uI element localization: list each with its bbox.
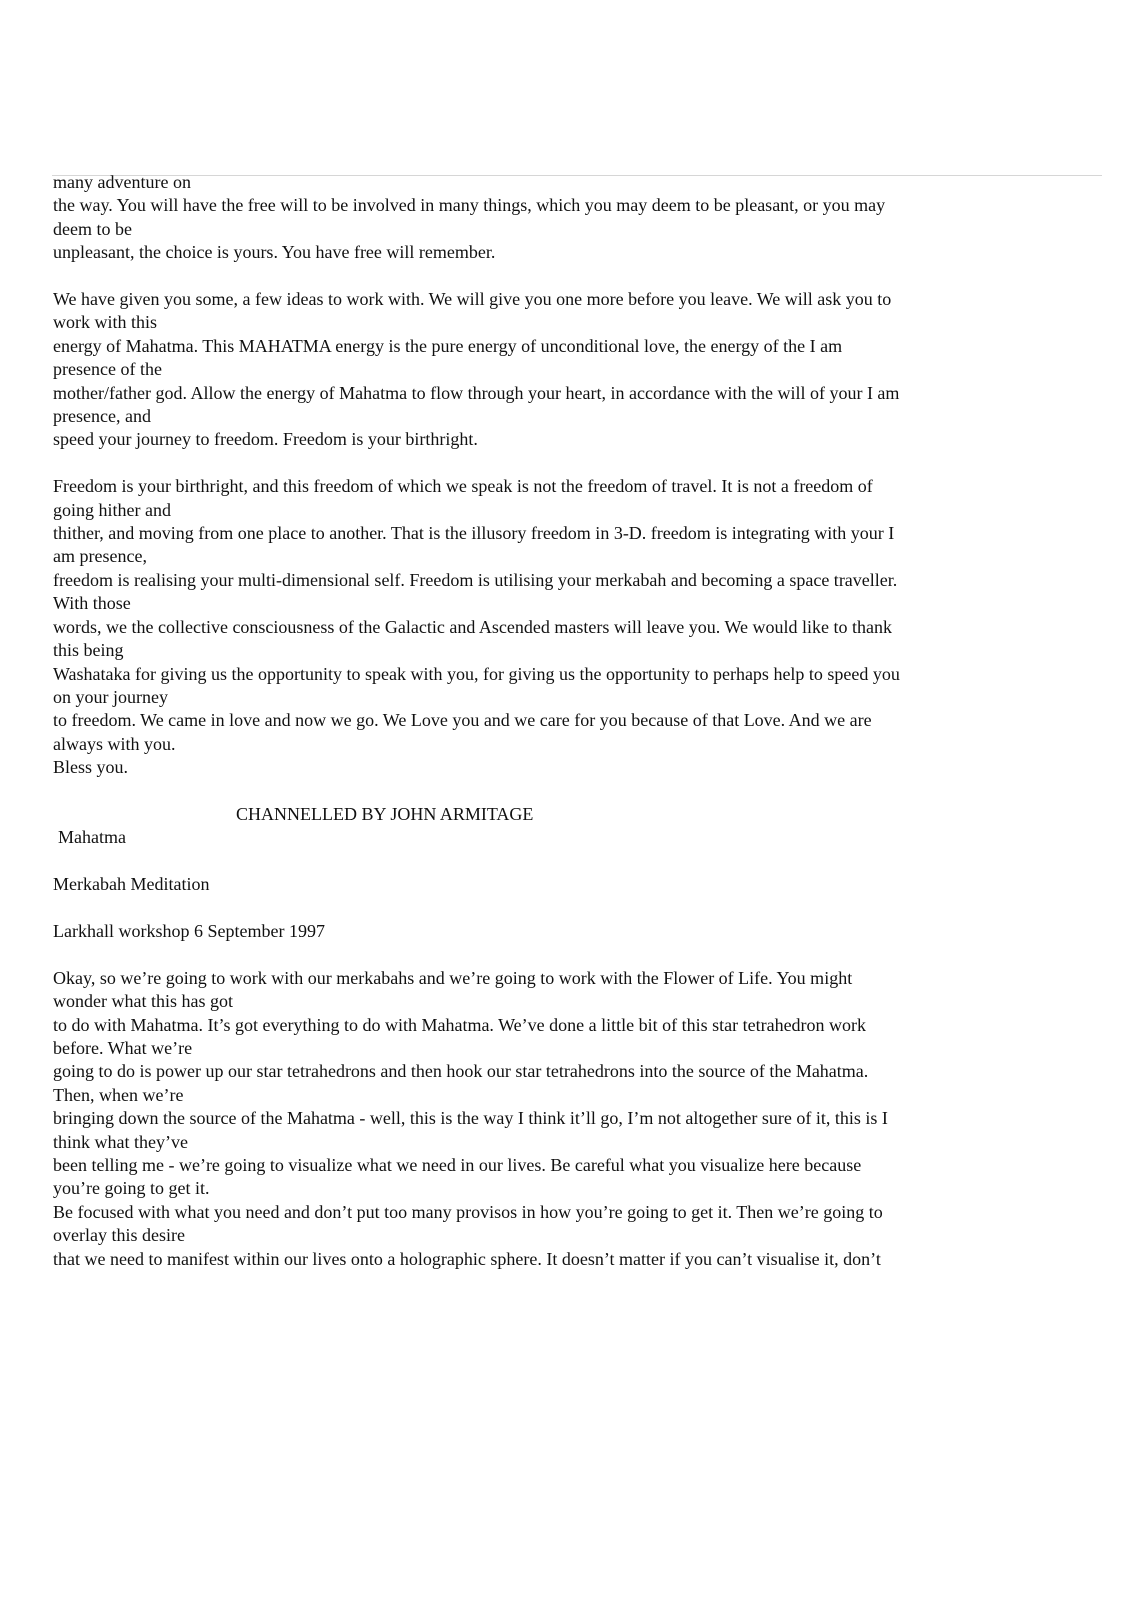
channelled-by-heading: CHANNELLED BY JOHN ARMITAGE: [236, 803, 534, 824]
text-line: think what they’ve: [53, 1131, 188, 1152]
text-line-cutoff: that we need to manifest within our lives onto a holographic sphere. It doesn’t matter if you can’t visualise it, don’t: [53, 1248, 881, 1269]
text-line: many adventure on: [53, 172, 191, 192]
text-line: overlay this desire: [53, 1225, 185, 1246]
paragraph-freedom: [53, 475, 1063, 779]
text-line: Bless you.: [53, 757, 129, 778]
paragraph-mahatma-energy: [53, 288, 1063, 452]
text-line: presence of the: [53, 359, 162, 380]
text-line: been telling me - we’re going to visualize what we need in our lives. Be careful what you visualize here because: [53, 1154, 862, 1175]
text-line: speed your journey to freedom. Freedom is your birthright.: [53, 429, 478, 450]
text-line: deem to be: [53, 218, 132, 239]
text-line: to freedom. We came in love and now we go. We Love you and we care for you because of that Love. And we are: [53, 710, 872, 731]
text-line: to do with Mahatma. It’s got everything to do with Mahatma. We’ve done a little bit of this star tetrahedron work: [53, 1014, 867, 1035]
text-line: always with you.: [53, 733, 176, 754]
text-line: words, we the collective consciousness of the Galactic and Ascended masters will leave you. We would like to thank: [53, 616, 892, 637]
text-line: bringing down the source of the Mahatma - well, this is the way I think it’ll go, I’m not altogether sure of it, this is I: [53, 1108, 888, 1129]
text-line: Washataka for giving us the opportunity to speak with you, for giving us the opportunity to perhaps help to speed you: [53, 663, 900, 684]
meditation-title: Merkabah Meditation: [53, 874, 210, 895]
text-line: We have given you some, a few ideas to work with. We will give you one more before you leave. We will ask you to: [53, 289, 892, 310]
text-line: Then, when we’re: [53, 1084, 184, 1105]
text-line: Freedom is your birthright, and this freedom of which we speak is not the freedom of travel. It is not a freedom of: [53, 476, 873, 497]
text-line: before. What we’re: [53, 1037, 193, 1058]
section-title: Mahatma: [58, 827, 126, 848]
text-line: With those: [53, 593, 131, 614]
text-line: thither, and moving from one place to another. That is the illusory freedom in 3-D. freedom is integrating with your I: [53, 523, 895, 544]
paragraph-merkabah: [53, 967, 1063, 1269]
workshop-date: Larkhall workshop 6 September 1997: [53, 920, 325, 941]
text-line: unpleasant, the choice is yours. You have free will remember.: [53, 242, 496, 263]
text-line: am presence,: [53, 546, 147, 567]
text-line: mother/father god. Allow the energy of Mahatma to flow through your heart, in accordance with the will of your I am: [53, 382, 900, 403]
text-line: Okay, so we’re going to work with our merkabahs and we’re going to work with the Flower of Life. You might: [53, 967, 853, 988]
text-line: going hither and: [53, 499, 171, 520]
text-line: you’re going to get it.: [53, 1178, 210, 1199]
text-line: on your journey: [53, 686, 168, 707]
text-line: Be focused with what you need and don’t put too many provisos in how you’re going to get it. Then we’re going to: [53, 1201, 883, 1222]
text-line: work with this: [53, 312, 158, 333]
text-line: energy of Mahatma. This MAHATMA energy is the pure energy of unconditional love, the energy of the I am: [53, 335, 843, 356]
text-line: wonder what this has got: [53, 991, 233, 1012]
paragraph-continuation: [53, 171, 1063, 265]
text-line: freedom is realising your multi-dimensional self. Freedom is utilising your merkabah and becoming a space traveller.: [53, 569, 898, 590]
text-line: this being: [53, 640, 124, 661]
text-line: presence, and: [53, 406, 151, 427]
document-body: [53, 171, 1063, 1269]
text-line: going to do is power up our star tetrahedrons and then hook our star tetrahedrons into the source of the Mahatma.: [53, 1061, 869, 1082]
text-line: the way. You will have the free will to be involved in many things, which you may deem to be pleasant, or you may: [53, 195, 886, 216]
